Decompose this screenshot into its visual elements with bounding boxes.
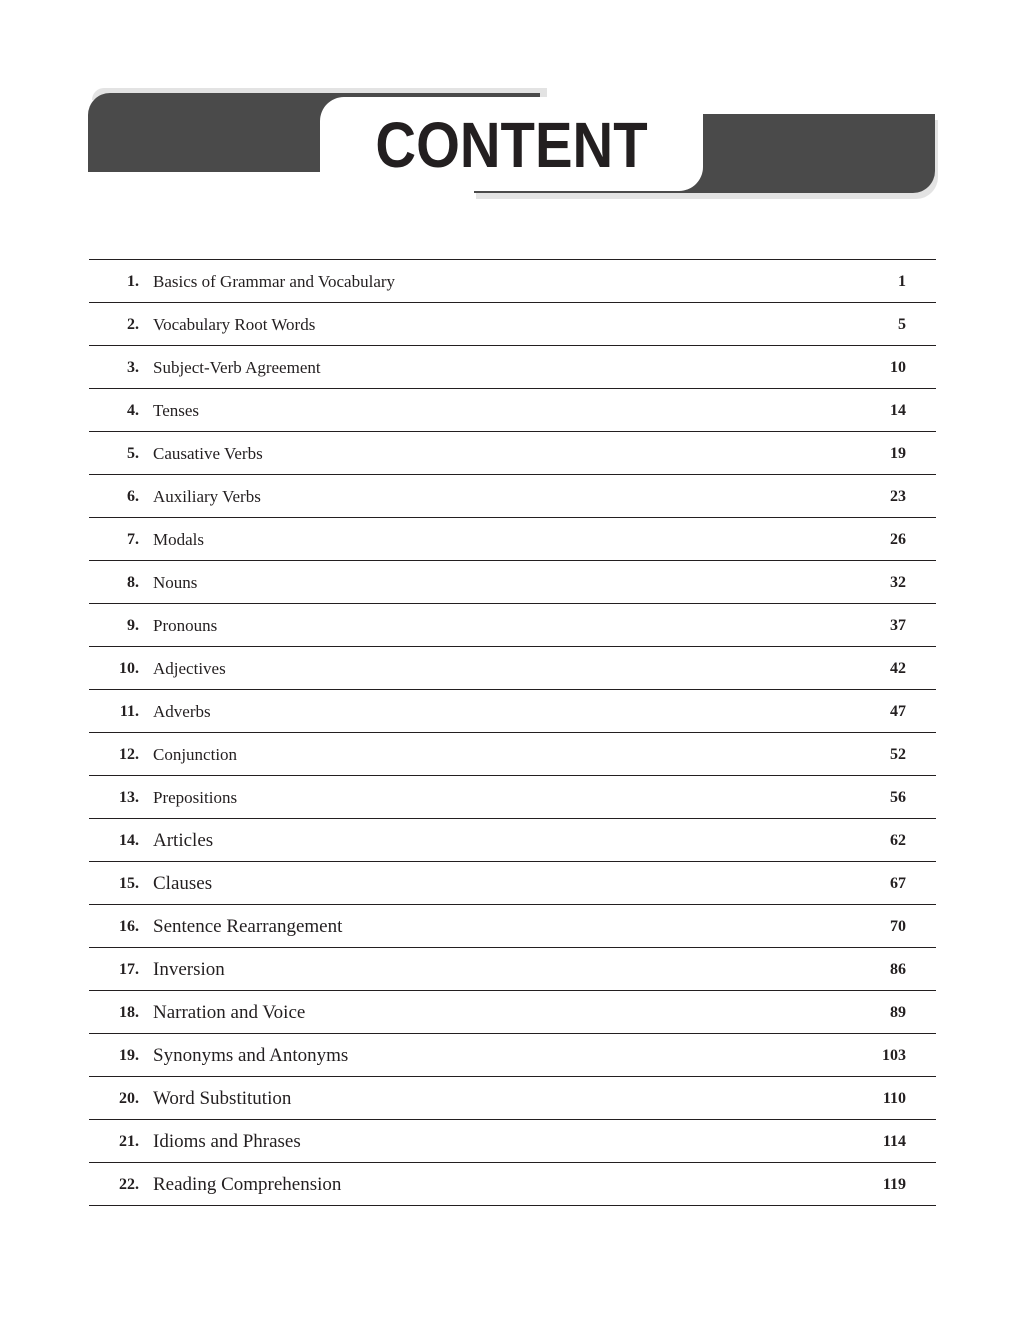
- chapter-number: 21.: [119, 1133, 139, 1150]
- toc-entry[interactable]: [89, 432, 936, 475]
- page-number: 14: [890, 402, 906, 419]
- toc-entry[interactable]: [89, 991, 936, 1034]
- page-number: 10: [890, 359, 906, 376]
- chapter-title: Basics of Grammar and Vocabulary: [153, 272, 396, 291]
- table-of-contents: [89, 259, 936, 1206]
- toc-entry[interactable]: [89, 905, 936, 948]
- chapter-number: 10.: [119, 660, 139, 677]
- chapter-title: Narration and Voice: [153, 1002, 306, 1023]
- page-number: 103: [882, 1047, 906, 1064]
- page-number: 119: [882, 1176, 906, 1193]
- chapter-title: Reading Comprehension: [153, 1174, 342, 1195]
- page-number: 1: [898, 273, 906, 290]
- toc-entry[interactable]: [89, 346, 936, 389]
- toc-entry[interactable]: [89, 604, 936, 647]
- chapter-number: 19.: [119, 1047, 139, 1064]
- page-number: 70: [890, 918, 906, 935]
- page-title: CONTENT: [375, 109, 648, 181]
- chapter-number: 15.: [119, 875, 139, 892]
- toc-entry[interactable]: [89, 819, 936, 862]
- page-number: 26: [890, 531, 906, 548]
- page-number: 42: [890, 660, 906, 677]
- toc-entry[interactable]: [89, 475, 936, 518]
- page-number: 62: [890, 832, 906, 849]
- toc-entry[interactable]: [89, 1120, 936, 1163]
- page-number: 5: [898, 316, 906, 333]
- chapter-title: Inversion: [153, 959, 225, 980]
- toc-entry[interactable]: [89, 647, 936, 690]
- toc-entry[interactable]: [89, 561, 936, 604]
- chapter-number: 7.: [127, 531, 139, 548]
- page-number: 23: [890, 488, 906, 505]
- chapter-number: 18.: [119, 1004, 139, 1021]
- chapter-number: 2.: [127, 316, 139, 333]
- page-number: 114: [882, 1133, 906, 1150]
- chapter-title: Modals: [153, 530, 204, 549]
- chapter-title: Causative Verbs: [153, 444, 263, 463]
- toc-entry[interactable]: [89, 1077, 936, 1120]
- toc-entry[interactable]: [89, 776, 936, 819]
- chapter-title: Auxiliary Verbs: [153, 487, 261, 506]
- page-number: 47: [890, 703, 906, 720]
- toc-entry[interactable]: [89, 1163, 936, 1206]
- chapter-title: Clauses: [153, 873, 213, 894]
- chapter-number: 8.: [127, 574, 139, 591]
- chapter-number: 22.: [119, 1176, 139, 1193]
- toc-entry[interactable]: [89, 518, 936, 561]
- chapter-number: 14.: [119, 832, 139, 849]
- chapter-title: Tenses: [153, 401, 200, 420]
- chapter-title: Prepositions: [153, 788, 238, 807]
- chapter-number: 4.: [127, 402, 139, 419]
- content-header-banner: [0, 0, 1024, 220]
- chapter-title: Word Substitution: [153, 1088, 292, 1109]
- page-number: 37: [890, 617, 906, 634]
- toc-entry[interactable]: [89, 690, 936, 733]
- chapter-title: Synonyms and Antonyms: [153, 1045, 349, 1066]
- chapter-number: 12.: [119, 746, 139, 763]
- page-number: 89: [890, 1004, 906, 1021]
- toc-entry[interactable]: [89, 948, 936, 991]
- toc-entry[interactable]: [89, 1034, 936, 1077]
- chapter-title: Subject-Verb Agreement: [153, 358, 321, 377]
- page-number: 110: [882, 1090, 906, 1107]
- chapter-title: Sentence Rearrangement: [153, 916, 343, 937]
- chapter-number: 5.: [127, 445, 139, 462]
- page-number: 86: [890, 961, 906, 978]
- toc-entry[interactable]: [89, 260, 936, 303]
- chapter-title: Conjunction: [153, 745, 238, 764]
- page-number: 56: [890, 789, 906, 806]
- chapter-number: 16.: [119, 918, 139, 935]
- page-number: 52: [890, 746, 906, 763]
- chapter-title: Adjectives: [153, 659, 226, 678]
- chapter-title: Vocabulary Root Words: [153, 315, 316, 334]
- toc-entry[interactable]: [89, 862, 936, 905]
- chapter-title: Nouns: [153, 573, 198, 592]
- toc-entry[interactable]: [89, 303, 936, 346]
- chapter-title: Articles: [153, 830, 214, 851]
- chapter-number: 20.: [119, 1090, 139, 1107]
- chapter-number: 3.: [127, 359, 139, 376]
- toc-entry[interactable]: [89, 733, 936, 776]
- chapter-number: 11.: [119, 703, 139, 720]
- chapter-number: 1.: [127, 273, 139, 290]
- page-number: 32: [890, 574, 906, 591]
- chapter-title: Idioms and Phrases: [153, 1131, 301, 1152]
- chapter-title: Adverbs: [153, 702, 211, 721]
- chapter-number: 9.: [127, 617, 139, 634]
- page-number: 67: [890, 875, 906, 892]
- toc-entry[interactable]: [89, 389, 936, 432]
- page-number: 19: [890, 445, 906, 462]
- chapter-number: 6.: [127, 488, 139, 505]
- chapter-number: 13.: [119, 789, 139, 806]
- chapter-number: 17.: [119, 961, 139, 978]
- chapter-title: Pronouns: [153, 616, 218, 635]
